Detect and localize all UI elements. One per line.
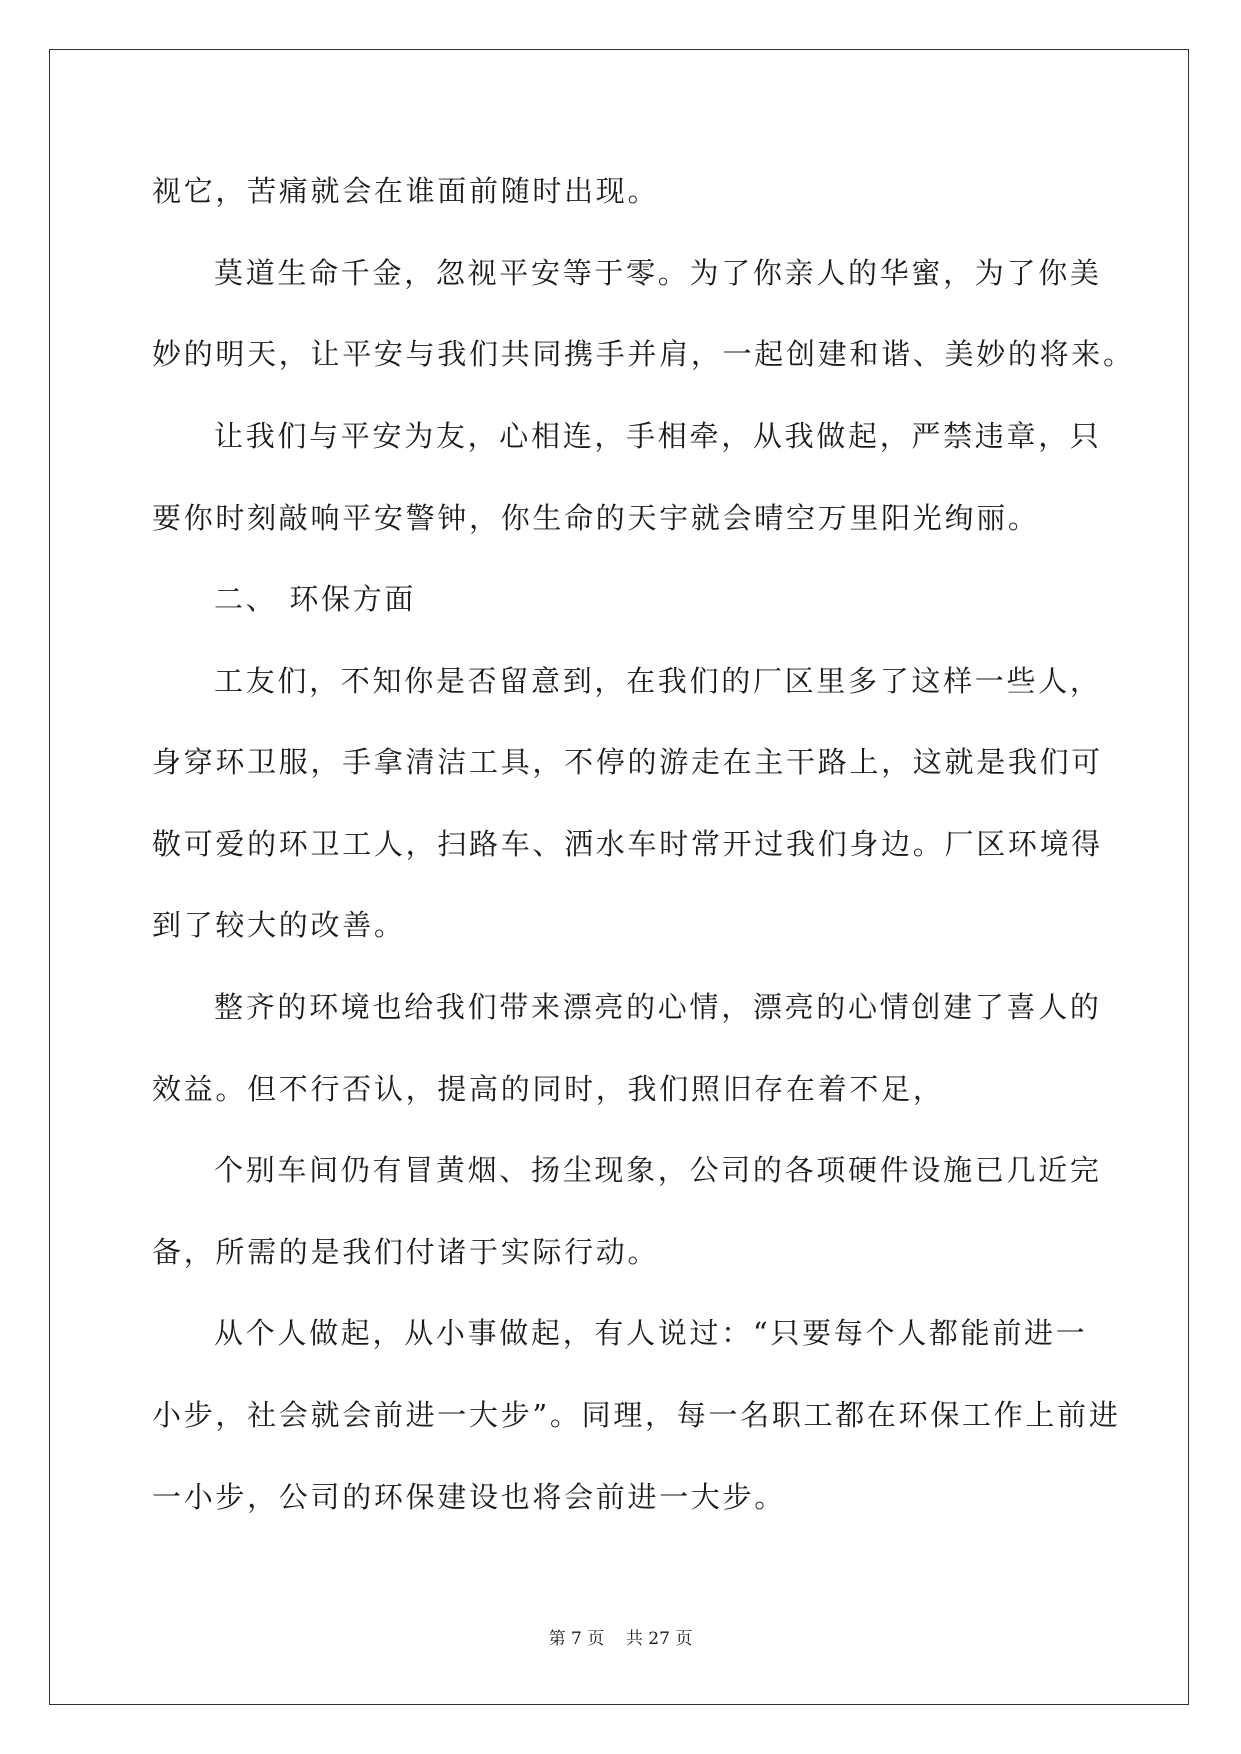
text-line: 视它，苦痛就会在谁面前随时出现。 <box>152 174 660 208</box>
text-line: 备，所需的是我们付诸于实际行动。 <box>152 1235 660 1269</box>
text-line: 到了较大的改善。 <box>152 908 406 942</box>
page-border <box>49 49 1189 1705</box>
section-heading: 二、 环保方面 <box>214 582 417 616</box>
text-line: 整齐的环境也给我们带来漂亮的心情，漂亮的心情创建了喜人的 <box>214 990 1102 1024</box>
text-line: 莫道生命千金，忽视平安等于零。为了你亲人的华蜜，为了你美 <box>214 256 1102 290</box>
text-line: 效益。但不行否认，提高的同时，我们照旧存在着不足， <box>152 1072 945 1106</box>
text-line: 小步，社会就会前进一大步”。同理，每一名职工都在环保工作上前进 <box>152 1398 1121 1432</box>
text-line: 让我们与平安为友，心相连，手相牵，从我做起，严禁违章，只 <box>214 419 1102 453</box>
text-line: 妙的明天，让平安与我们共同携手并肩，一起创建和谐、美妙的将来。 <box>152 337 1135 371</box>
text-line: 工友们，不知你是否留意到，在我们的厂区里多了这样一些人， <box>214 664 1102 698</box>
text-line: 一小步，公司的环保建设也将会前进一大步。 <box>152 1480 787 1514</box>
page-number-footer: 第 7 页 共 27 页 <box>548 1629 693 1649</box>
text-line: 要你时刻敲响平安警钟，你生命的天宇就会晴空万里阳光绚丽。 <box>152 501 1040 535</box>
text-line: 身穿环卫服，手拿清洁工具，不停的游走在主干路上，这就是我们可 <box>152 745 1104 779</box>
text-line: 个别车间仍有冒黄烟、扬尘现象，公司的各项硬件设施已几近完 <box>214 1153 1102 1187</box>
text-line: 敬可爱的环卫工人，扫路车、洒水车时常开过我们身边。厂区环境得 <box>152 827 1104 861</box>
text-line: 从个人做起，从小事做起，有人说过：“只要每个人都能前进一 <box>214 1316 1088 1350</box>
